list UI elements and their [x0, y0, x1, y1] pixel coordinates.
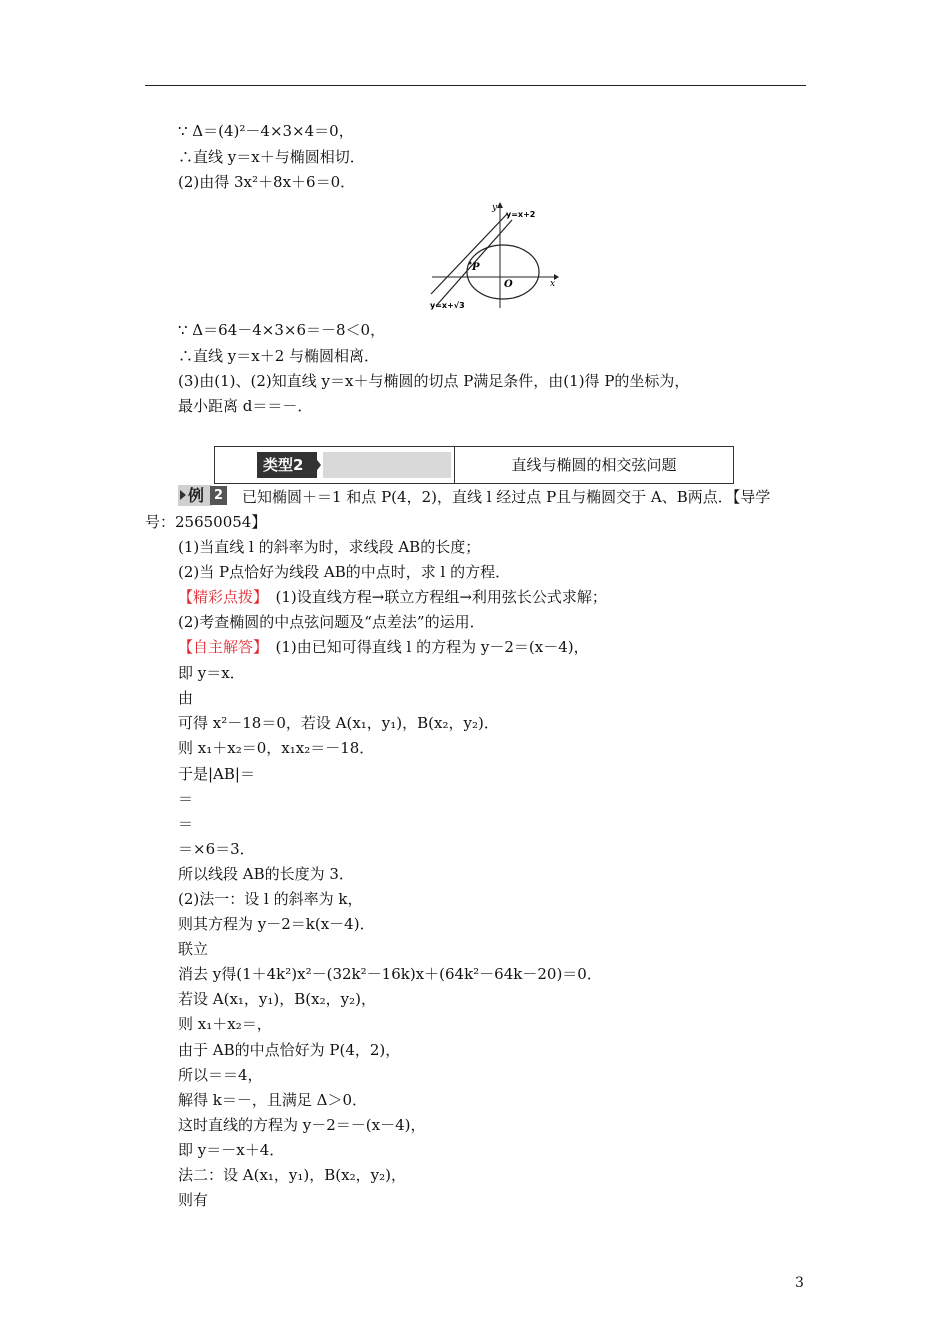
text-line: 于是|AB|＝: [178, 765, 255, 783]
text-line: 则其方程为 y－2＝k(x－4)．: [178, 915, 375, 933]
type-tag-shade: [323, 452, 451, 478]
text-line: 则有: [178, 1191, 209, 1209]
example-badge: [178, 485, 228, 506]
text-line: ∴直线 y＝x＋2 与椭圆相离．: [178, 347, 380, 365]
text-line: ＝×6＝3．: [178, 840, 255, 858]
text-line: 即 y＝x．: [178, 664, 245, 682]
text-line: 由于 AB的中点恰好为 P(4，2)，: [178, 1041, 401, 1059]
header-rule: [145, 85, 806, 86]
line1-label: y=x+2: [506, 210, 536, 219]
text-line: 已知椭圆＋＝1 和点 P(4，2)，直线 l 经过点 P且与椭圆交于 A、B两点．【导学: [242, 488, 771, 506]
text-line: (2)考查椭圆的中点弦问题及“点差法”的运用．: [178, 613, 485, 631]
answer-text: (1)由已知可得直线 l 的方程为 y－2＝(x－4)，: [260, 638, 589, 656]
text-line: 若设 A(x₁，y₁)，B(x₂，y₂)，: [178, 990, 376, 1008]
origin-label: O: [504, 279, 513, 290]
text-line: 由: [178, 689, 194, 707]
text-line: (2)由得 3x²＋8x＋6＝0．: [178, 173, 356, 191]
type-box: [214, 446, 734, 484]
text-line: (3)由(1)、(2)知直线 y＝x＋与椭圆的切点 P满足条件，由(1)得 P的坐标为，: [178, 372, 690, 390]
answer-label: 【自主解答】: [178, 638, 261, 656]
text-line: 消去 y得(1＋4k²)x²－(32k²－16k)x＋(64k²－64k－20)＝0．: [178, 965, 602, 983]
example-arrow-icon: [180, 490, 186, 500]
text-line: (1)当直线 l 的斜率为时，求线段 AB的长度；: [178, 538, 481, 556]
text-line: 则 x₁＋x₂＝，: [178, 1015, 272, 1033]
text-line: 最小距离 d＝＝－．: [178, 397, 313, 415]
text-line: ∵ Δ＝(4)²－4×3×4＝0，: [178, 122, 354, 140]
text-line: ＝: [178, 790, 194, 808]
line2-label: y=x+√3: [430, 301, 465, 310]
ellipse-figure: [428, 200, 560, 312]
text-line: 所以线段 AB的长度为 3．: [178, 865, 354, 883]
y-axis-arrow: [497, 202, 503, 208]
text-line: 解得 k＝－，且满足 Δ＞0．: [178, 1091, 368, 1109]
type-box-left: [215, 447, 455, 483]
answer-line: [178, 637, 589, 657]
page-number: 3: [795, 1275, 804, 1291]
text-line: 则 x₁＋x₂＝0，x₁x₂＝－18．: [178, 739, 375, 757]
hint-line: [178, 587, 607, 607]
type-tag-arrow: [311, 452, 321, 478]
type-box-title: 直线与椭圆的相交弦问题: [511, 456, 677, 474]
example-label: 例: [188, 486, 205, 505]
text-line: (2)法一：设 l 的斜率为 k，: [178, 890, 363, 908]
x-axis-label: x: [550, 279, 556, 289]
hint-label: 【精彩点拨】: [178, 588, 261, 606]
text-line: ∴直线 y＝x＋与椭圆相切．: [178, 148, 365, 166]
hint-text: (1)设直线方程→联立方程组→利用弦长公式求解；: [260, 588, 607, 606]
text-line: 即 y＝－x＋4．: [178, 1141, 285, 1159]
text-line: ＝: [178, 815, 194, 833]
point-p-label: P: [472, 262, 480, 273]
text-line: 可得 x²－18＝0，若设 A(x₁，y₁)，B(x₂，y₂)．: [178, 714, 499, 732]
text-line: 联立: [178, 940, 209, 958]
y-axis-label: y: [492, 203, 498, 213]
example-number: 2: [210, 486, 227, 505]
text-line: 这时直线的方程为 y－2＝－(x－4)，: [178, 1116, 426, 1134]
text-line: 法二：设 A(x₁，y₁)，B(x₂，y₂)，: [178, 1166, 406, 1184]
text-line: ∵ Δ＝64－4×3×6＝－8＜0，: [178, 321, 386, 339]
text-line: 所以＝＝4，: [178, 1066, 263, 1084]
type-tag: 类型2: [257, 452, 317, 478]
text-line: (2)当 P点恰好为线段 AB的中点时，求 l 的方程．: [178, 563, 511, 581]
text-line: 号：25650054】: [145, 513, 267, 531]
